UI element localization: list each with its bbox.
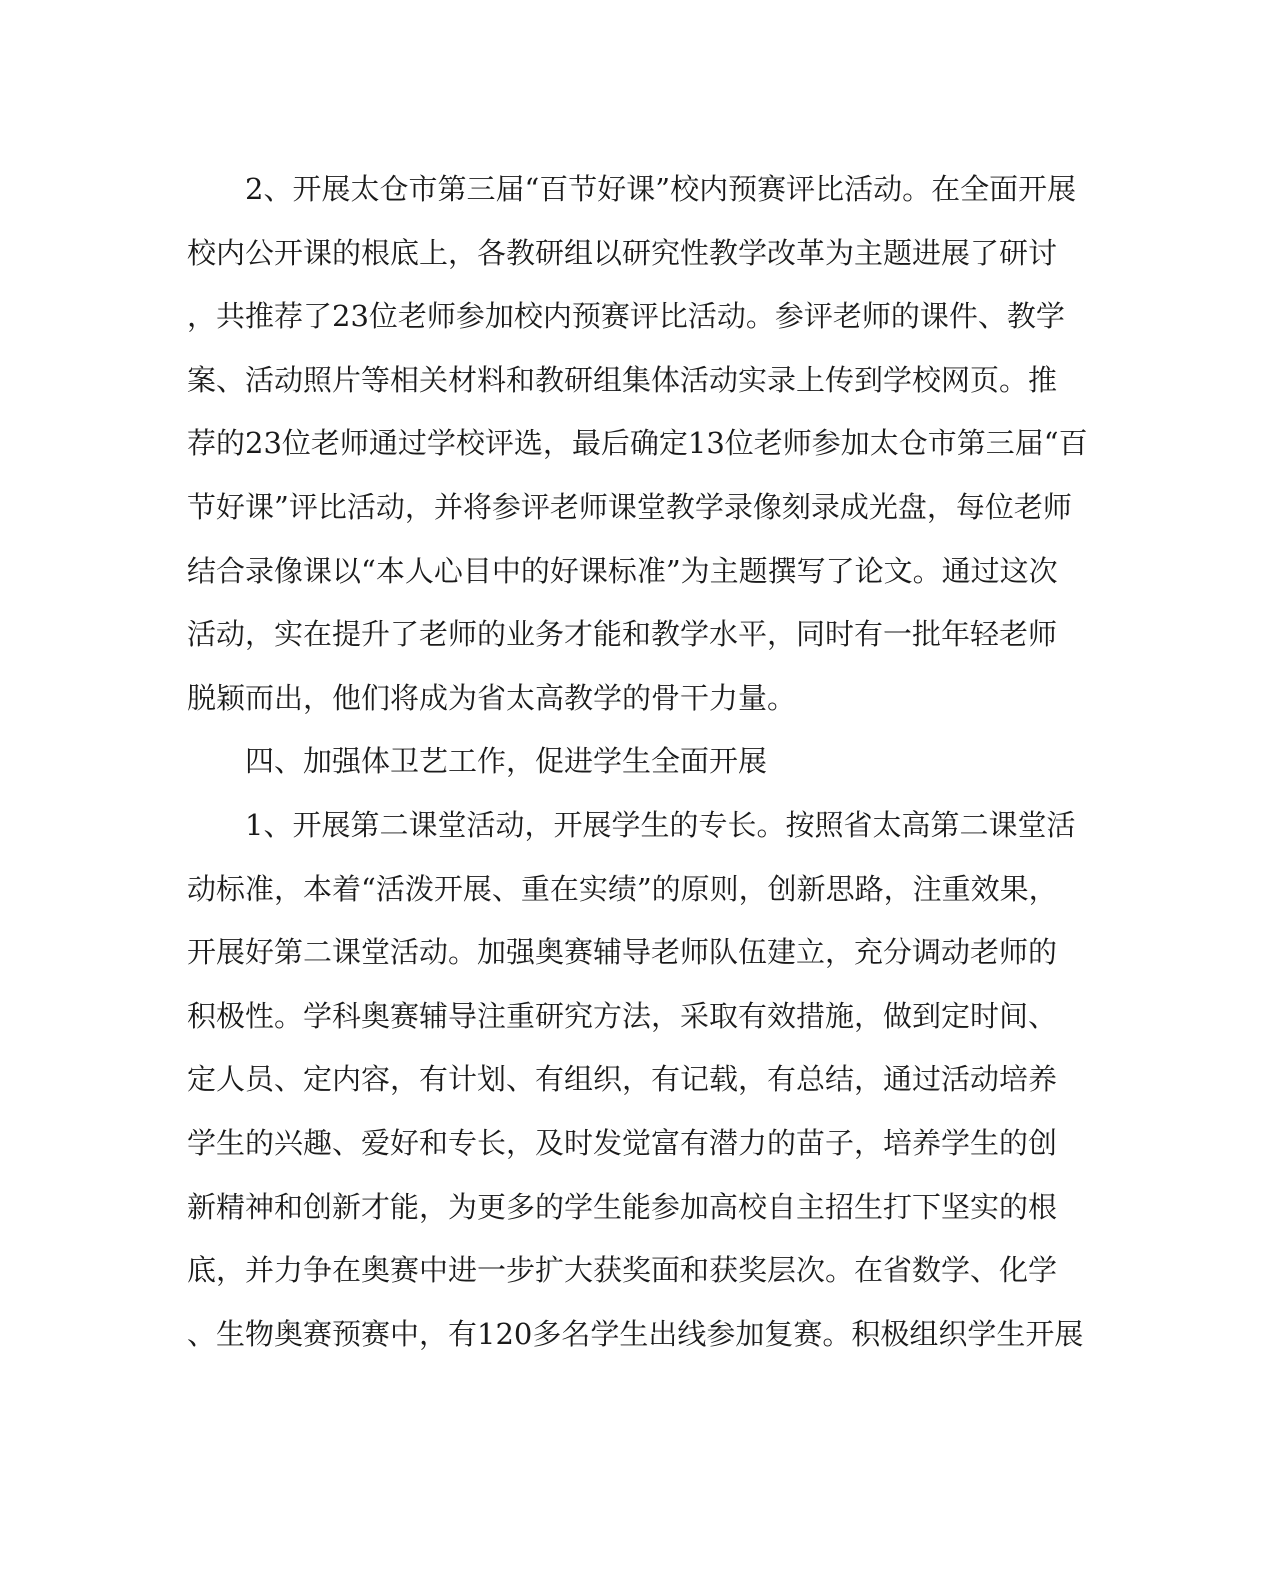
document-body: [187, 158, 1088, 1366]
paragraph-line: 案、活动照片等相关材料和教研组集体活动实录上传到学校网页。推: [187, 362, 1058, 397]
paragraph-line: 、生物奥赛预赛中，有120多名学生出线参加复赛。积极组织学生开展: [187, 1316, 1084, 1351]
paragraph-line: 校内公开课的根底上，各教研组以研究性教学改革为主题进展了研讨: [187, 235, 1058, 270]
paragraph-line: 活动，实在提升了老师的业务才能和教学水平，同时有一批年轻老师: [187, 617, 1058, 652]
paragraph-line: 开展好第二课堂活动。加强奥赛辅导老师队伍建立，充分调动老师的: [187, 935, 1058, 970]
paragraph-line: 底，并力争在奥赛中进一步扩大获奖面和获奖层次。在省数学、化学: [187, 1253, 1058, 1288]
paragraph-line: 节好课”评比活动，并将参评老师课堂教学录像刻录成光盘，每位老师: [187, 489, 1072, 524]
paragraph-line: ，共推荐了23位老师参加校内预赛评比活动。参评老师的课件、教学: [187, 299, 1065, 334]
paragraph-line: 荐的23位老师通过学校评选，最后确定13位老师参加太仓市第三届“百: [187, 426, 1088, 461]
paragraph-line: 积极性。学科奥赛辅导注重研究方法，采取有效措施，做到定时间、: [187, 998, 1058, 1033]
paragraph-line: 脱颖而出，他们将成为省太高教学的骨干力量。: [187, 680, 797, 715]
paragraph-line: 定人员、定内容，有计划、有组织，有记载，有总结，通过活动培养: [187, 1062, 1058, 1097]
paragraph-line: 动标准，本着“活泼开展、重在实绩”的原则，创新思路，注重效果，: [187, 871, 1058, 906]
section-heading: 四、加强体卫艺工作，促进学生全面开展: [245, 744, 768, 779]
paragraph-line: 1、开展第二课堂活动，开展学生的专长。按照省太高第二课堂活: [245, 807, 1076, 842]
paragraph-line: 结合录像课以“本人心目中的好课标准”为主题撰写了论文。通过这次: [187, 553, 1058, 588]
paragraph-line: 学生的兴趣、爱好和专长，及时发觉富有潜力的苗子，培养学生的创: [187, 1125, 1058, 1160]
paragraph-line: 新精神和创新才能，为更多的学生能参加高校自主招生打下坚实的根: [187, 1189, 1058, 1224]
paragraph-line: 2、开展太仓市第三届“百节好课”校内预赛评比活动。在全面开展: [245, 172, 1077, 206]
